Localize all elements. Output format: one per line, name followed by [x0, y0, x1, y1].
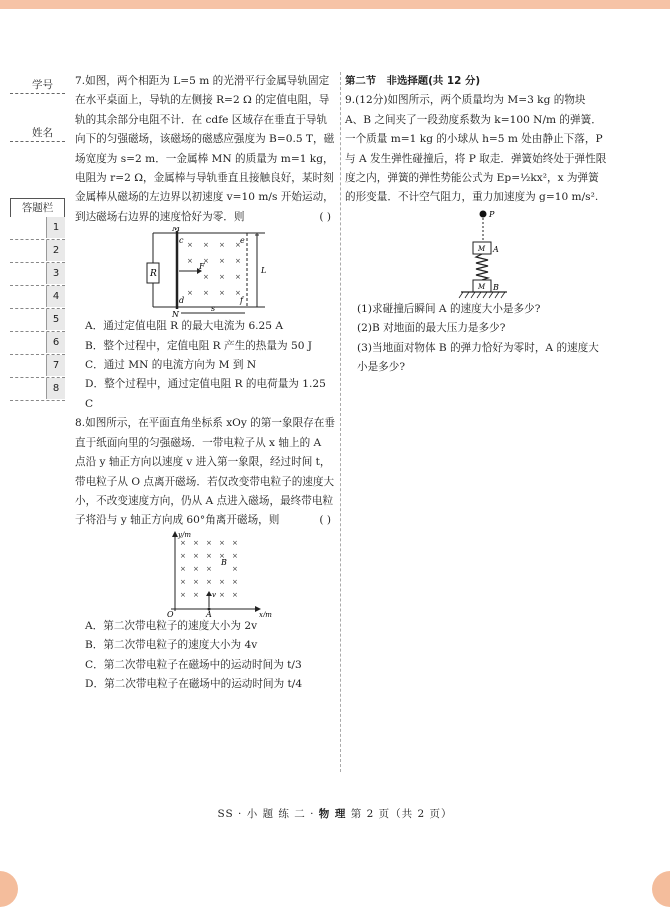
label-B: B [493, 282, 499, 292]
label-M-B: M [478, 282, 486, 291]
label-B: B [221, 557, 227, 567]
svg-text:×: × [180, 577, 186, 586]
q8-option-a[interactable]: A．第二次带电粒子的速度大小为 2v [85, 619, 258, 632]
svg-text:×: × [193, 577, 199, 586]
svg-text:×: × [206, 564, 212, 573]
footer-left: SS · 小 题 练 二 · [217, 808, 319, 820]
svg-text:×: × [232, 577, 238, 586]
q8-option-b[interactable]: B．第二次带电粒子的速度大小为 4v [85, 639, 258, 652]
top-accent-bar [0, 0, 670, 9]
answer-number: 5 [46, 309, 65, 330]
q7-option-d[interactable]: D．整个过程中，通过定值电阻 R 的电荷量为 1.25 C [85, 378, 326, 410]
svg-text:×: × [187, 241, 193, 250]
svg-text:×: × [180, 538, 186, 547]
svg-text:×: × [187, 289, 193, 298]
page-footer [0, 806, 670, 821]
answer-cell[interactable] [10, 240, 65, 263]
label-c: c [179, 236, 184, 246]
svg-text:×: × [193, 564, 199, 573]
answer-grid [10, 198, 65, 401]
footer-right: 第 2 页（共 2 页） [346, 808, 453, 820]
svg-text:×: × [187, 257, 193, 266]
svg-text:×: × [203, 257, 209, 266]
svg-text:×: × [219, 289, 225, 298]
q9-sub-1: (1)求碰撞后瞬间 A 的速度大小是多少? [357, 302, 541, 315]
svg-text:×: × [206, 538, 212, 547]
label-M-A: M [478, 244, 486, 253]
answer-number: 3 [46, 263, 65, 284]
answer-cell[interactable] [10, 217, 65, 240]
svg-text:×: × [219, 273, 225, 282]
q8-coordinate-diagram [75, 531, 335, 617]
answer-paren: ( ) [319, 514, 331, 527]
label-O: O [167, 609, 174, 617]
label-d: d [179, 296, 185, 306]
student-id-field[interactable] [10, 73, 65, 94]
svg-text:×: × [232, 551, 238, 560]
label-P: P [489, 209, 495, 219]
svg-text:×: × [232, 564, 238, 573]
svg-text:×: × [206, 551, 212, 560]
q9-sub-3: (3)当地面对物体 B 的弹力恰好为零时，A 的速度大小是多少? [357, 341, 599, 374]
label-N: N [172, 310, 179, 318]
answer-cell[interactable] [10, 332, 65, 355]
svg-text:×: × [235, 257, 241, 266]
question-9-text: 9.(12分)如图所示，两个质量均为 M=3 kg 的物块 A、B 之间夹了一段劲度系数为 k=100 N/m 的弹簧．一个质量 m=1 kg 的小球从 h=5 m 处由静止下落，P 与 A 发生弹性碰撞后，将 P 取走．弹簧始终处于弹性限度之内，弹簧的弹性势能公式为 Ep=½kx²，x 为弹簧的形变量．不计空气阻力，重力加速度为 g=10 m/s². [345, 94, 607, 204]
svg-text:×: × [193, 590, 199, 599]
question-8-text: 8.如图所示，在平面直角坐标系 xOy 的第一象限存在垂直于纸面向里的匀强磁场．一带电粒子从 x 轴上的 A 点沿 y 轴正方向以速度 v 进入第一象限，经过时间 t，带电粒子从 O 点离开磁场．若仅改变带电粒子的速度大小，不改变速度方向，仍从 A 点进入磁场，最终带电粒子将沿与 y 轴正方向成 60°角离开磁场，则 ( ) [75, 414, 335, 530]
q9-spring-diagram [345, 208, 607, 300]
svg-text:×: × [235, 241, 241, 250]
answer-paren: ( ) [319, 210, 331, 223]
svg-text:×: × [219, 241, 225, 250]
answer-cell[interactable] [10, 263, 65, 286]
answer-cell[interactable] [10, 378, 65, 401]
svg-text:×: × [206, 577, 212, 586]
svg-text:×: × [219, 538, 225, 547]
student-id-label: 学号 [32, 79, 53, 91]
label-F: F [199, 262, 205, 272]
answer-cell[interactable] [10, 309, 65, 332]
answer-number: 8 [46, 378, 65, 399]
answer-number: 6 [46, 332, 65, 353]
svg-text:×: × [219, 257, 225, 266]
answer-cell[interactable] [10, 355, 65, 378]
label-L: L [261, 266, 267, 276]
svg-text:×: × [203, 289, 209, 298]
label-A: A [493, 244, 499, 254]
answer-number: 4 [46, 286, 65, 307]
right-column [345, 72, 607, 377]
footer-subject: 物 理 [318, 808, 347, 820]
svg-text:×: × [232, 590, 238, 599]
answer-cell[interactable] [10, 286, 65, 309]
corner-decoration-left [0, 871, 18, 907]
q9-sub-2: (2)B 对地面的最大压力是多少? [357, 322, 506, 335]
left-column [75, 72, 335, 694]
svg-text:×: × [180, 551, 186, 560]
question-7-text: 7.如图，两个相距为 L=5 m 的光滑平行金属导轨固定在水平桌面上，导轨的左侧接 R=2 Ω 的定值电阻，导轨的其余部分电阻不计．在 cdfe 区域存在垂直于导轨向下的匀强磁场，该磁场的磁感应强度为 B=0.5 T，磁场宽度为 s=2 m．一金属棒 MN 的质量为 m=1 kg，电阻为 r=2 Ω，金属棒与导轨垂直且接触良好，某时刻金属棒从磁场的左边界以初速度 v=10 m/s 开始运动，到达磁场右边界的速度恰好为零．则 ( ) [75, 72, 335, 227]
q7-option-a[interactable]: A．通过定值电阻 R 的最大电流为 6.25 A [85, 320, 284, 333]
label-M: M [172, 227, 181, 234]
svg-text:×: × [180, 590, 186, 599]
section-2-title: 第二节 非选择题(共 12 分) [345, 75, 481, 87]
column-divider [340, 72, 341, 772]
label-f: f [240, 296, 243, 306]
label-e: e [240, 236, 245, 246]
answer-number: 7 [46, 355, 65, 376]
answer-number: 2 [46, 240, 65, 261]
svg-text:×: × [235, 289, 241, 298]
axis-x-label: x/m [259, 610, 272, 617]
svg-text:×: × [203, 273, 209, 282]
svg-text:×: × [219, 551, 225, 560]
answer-number: 1 [46, 217, 65, 238]
q7-rail-diagram [75, 227, 335, 317]
svg-text:×: × [219, 577, 225, 586]
label-R: R [150, 269, 157, 280]
label-s: s [211, 304, 216, 314]
svg-text:×: × [232, 538, 238, 547]
name-field[interactable] [10, 121, 65, 142]
q7-option-c[interactable]: C．通过 MN 的电流方向为 M 到 N [85, 359, 257, 372]
svg-text:×: × [235, 273, 241, 282]
svg-text:×: × [193, 551, 199, 560]
answer-grid-title: 答题栏 [10, 198, 65, 217]
q8-option-d[interactable]: D．第二次带电粒子在磁场中的运动时间为 t/4 [85, 677, 303, 690]
svg-text:×: × [180, 564, 186, 573]
svg-text:×: × [203, 241, 209, 250]
corner-decoration-right [652, 871, 670, 907]
axis-y-label: y/m [178, 530, 191, 539]
label-v: v [212, 590, 216, 599]
q8-option-c[interactable]: C．第二次带电粒子在磁场中的运动时间为 t/3 [85, 658, 302, 671]
svg-text:×: × [219, 590, 225, 599]
svg-text:×: × [193, 538, 199, 547]
label-A: A [206, 609, 212, 617]
name-label: 姓名 [32, 127, 53, 139]
q7-option-b[interactable]: B．整个过程中，定值电阻 R 产生的热量为 50 J [85, 339, 313, 352]
